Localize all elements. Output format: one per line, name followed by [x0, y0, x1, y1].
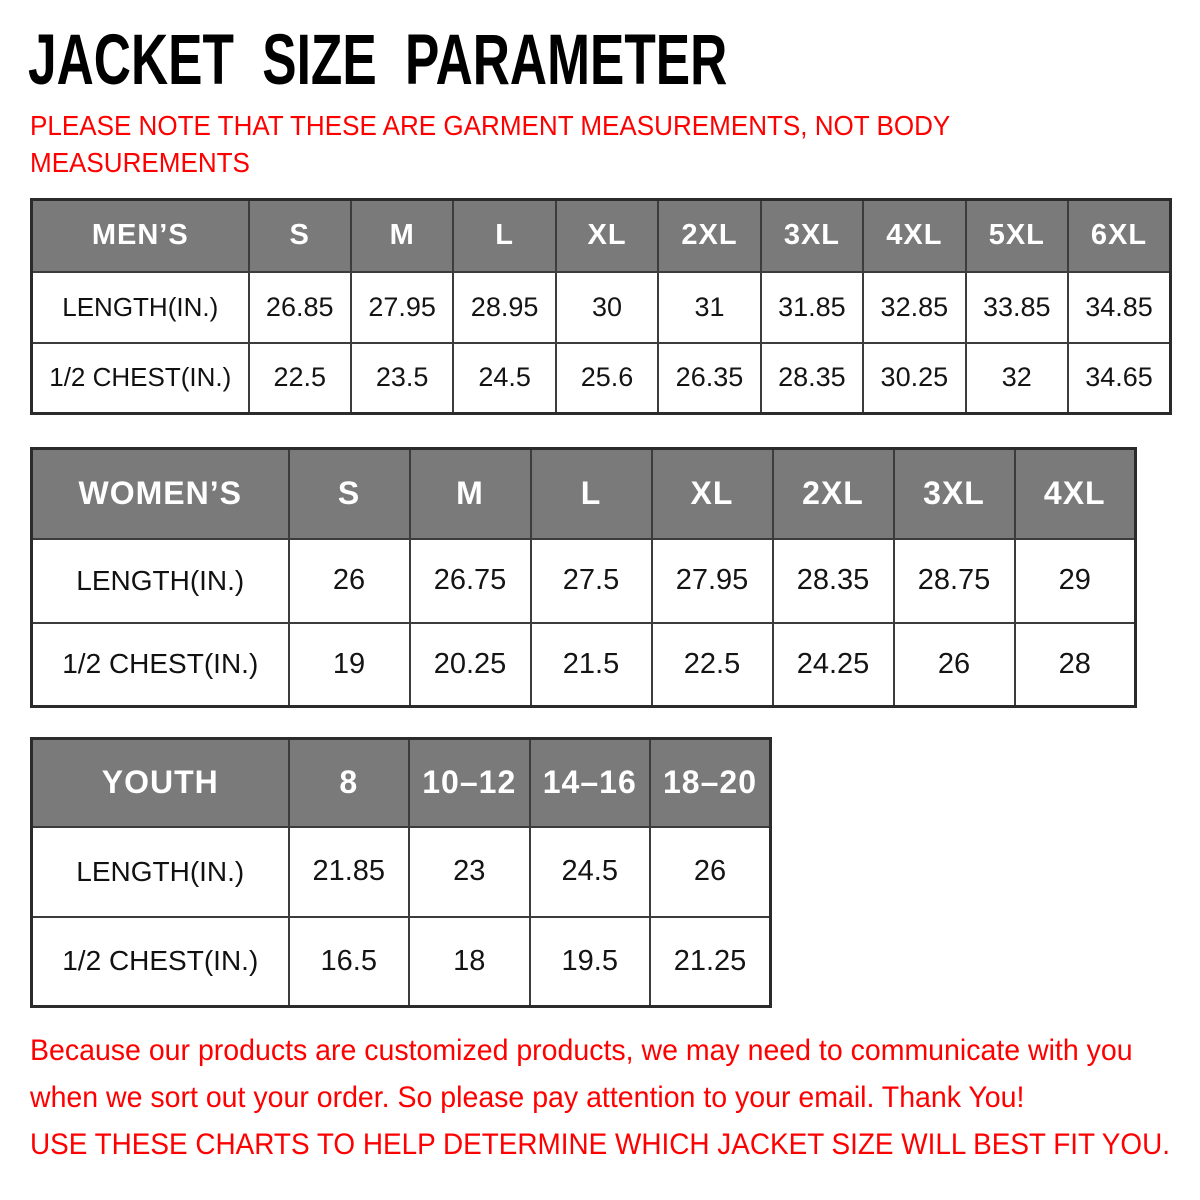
mens-length-3xl: 31.85	[761, 272, 863, 343]
womens-size-header-xl: XL	[652, 449, 773, 539]
mens-table-label: MEN’S	[32, 200, 249, 272]
mens-length-2xl: 31	[658, 272, 760, 343]
mens-chest-m: 23.5	[351, 343, 453, 414]
mens-chest-5xl: 32	[966, 343, 1068, 414]
womens-length-2xl: 28.35	[773, 539, 894, 623]
mens-length-xl: 30	[556, 272, 658, 343]
womens-length-s: 26	[289, 539, 410, 623]
womens-table-label: WOMEN’S	[32, 449, 289, 539]
mens-size-header-2xl: 2XL	[658, 200, 760, 272]
womens-header-row	[32, 449, 1136, 539]
mens-chest-3xl: 28.35	[761, 343, 863, 414]
mens-length-6xl: 34.85	[1068, 272, 1171, 343]
womens-length-label: LENGTH(IN.)	[32, 539, 289, 623]
youth-size-header-8: 8	[289, 739, 410, 827]
youth-length-10-12: 23	[409, 827, 530, 917]
womens-size-header-s: S	[289, 449, 410, 539]
mens-size-header-3xl: 3XL	[761, 200, 863, 272]
customization-notice	[30, 1028, 1133, 1121]
mens-chest-4xl: 30.25	[863, 343, 965, 414]
womens-chest-row	[32, 623, 1136, 707]
mens-header-row	[32, 200, 1171, 272]
womens-size-table	[30, 447, 1137, 708]
mens-size-header-6xl: 6XL	[1068, 200, 1171, 272]
youth-length-18-20: 26	[650, 827, 771, 917]
youth-chest-label: 1/2 CHEST(IN.)	[32, 917, 289, 1007]
womens-length-4xl: 29	[1015, 539, 1136, 623]
mens-size-header-5xl: 5XL	[966, 200, 1068, 272]
mens-chest-row	[32, 343, 1171, 414]
womens-chest-m: 20.25	[410, 623, 531, 707]
garment-measurement-note	[30, 108, 950, 182]
womens-chest-3xl: 26	[894, 623, 1015, 707]
youth-size-header-10-12: 10–12	[409, 739, 530, 827]
youth-header-row	[32, 739, 771, 827]
youth-size-table	[30, 737, 772, 1008]
youth-length-row	[32, 827, 771, 917]
mens-chest-6xl: 34.65	[1068, 343, 1171, 414]
youth-length-label: LENGTH(IN.)	[32, 827, 289, 917]
womens-chest-l: 21.5	[531, 623, 652, 707]
mens-chest-2xl: 26.35	[658, 343, 760, 414]
note-line-2: MEASUREMENTS	[30, 146, 250, 178]
womens-size-header-l: L	[531, 449, 652, 539]
mens-length-l: 28.95	[453, 272, 555, 343]
mens-chest-l: 24.5	[453, 343, 555, 414]
womens-length-l: 27.5	[531, 539, 652, 623]
mens-size-header-4xl: 4XL	[863, 200, 965, 272]
womens-size-header-3xl: 3XL	[894, 449, 1015, 539]
womens-chest-label: 1/2 CHEST(IN.)	[32, 623, 289, 707]
chart-usage-instruction: USE THESE CHARTS TO HELP DETERMINE WHICH JACKET SIZE WILL BEST FIT YOU.	[30, 1128, 1171, 1161]
womens-size-header-2xl: 2XL	[773, 449, 894, 539]
womens-chest-xl: 22.5	[652, 623, 773, 707]
womens-length-m: 26.75	[410, 539, 531, 623]
customization-notice-line-1: Because our products are customized products, we may need to communicate with you	[30, 1034, 1133, 1067]
mens-length-label: LENGTH(IN.)	[32, 272, 249, 343]
womens-chest-4xl: 28	[1015, 623, 1136, 707]
mens-size-header-l: L	[453, 200, 555, 272]
womens-size-header-m: M	[410, 449, 531, 539]
womens-chest-s: 19	[289, 623, 410, 707]
mens-size-header-xl: XL	[556, 200, 658, 272]
customization-notice-line-2: when we sort out your order. So please pay attention to your email. Thank You!	[30, 1080, 1025, 1114]
youth-size-header-14-16: 14–16	[530, 739, 651, 827]
youth-chest-8: 16.5	[289, 917, 410, 1007]
mens-chest-s: 22.5	[249, 343, 351, 414]
youth-table-label: YOUTH	[32, 739, 289, 827]
womens-length-3xl: 28.75	[894, 539, 1015, 623]
womens-size-header-4xl: 4XL	[1015, 449, 1136, 539]
womens-length-row	[32, 539, 1136, 623]
note-line-1: PLEASE NOTE THAT THESE ARE GARMENT MEASUREMENTS, NOT BODY	[30, 110, 951, 141]
mens-length-4xl: 32.85	[863, 272, 965, 343]
page-title: JACKET SIZE PARAMETER	[28, 19, 728, 99]
youth-chest-14-16: 19.5	[530, 917, 651, 1007]
youth-chest-10-12: 18	[409, 917, 530, 1007]
youth-chest-row	[32, 917, 771, 1007]
mens-length-m: 27.95	[351, 272, 453, 343]
youth-length-14-16: 24.5	[530, 827, 651, 917]
mens-size-header-m: M	[351, 200, 453, 272]
mens-chest-xl: 25.6	[556, 343, 658, 414]
mens-size-table	[30, 198, 1172, 415]
womens-length-xl: 27.95	[652, 539, 773, 623]
youth-chest-18-20: 21.25	[650, 917, 771, 1007]
youth-size-header-18-20: 18–20	[650, 739, 771, 827]
mens-length-5xl: 33.85	[966, 272, 1068, 343]
youth-length-8: 21.85	[289, 827, 410, 917]
mens-length-row	[32, 272, 1171, 343]
mens-length-s: 26.85	[249, 272, 351, 343]
mens-size-header-s: S	[249, 200, 351, 272]
mens-chest-label: 1/2 CHEST(IN.)	[32, 343, 249, 414]
womens-chest-2xl: 24.25	[773, 623, 894, 707]
